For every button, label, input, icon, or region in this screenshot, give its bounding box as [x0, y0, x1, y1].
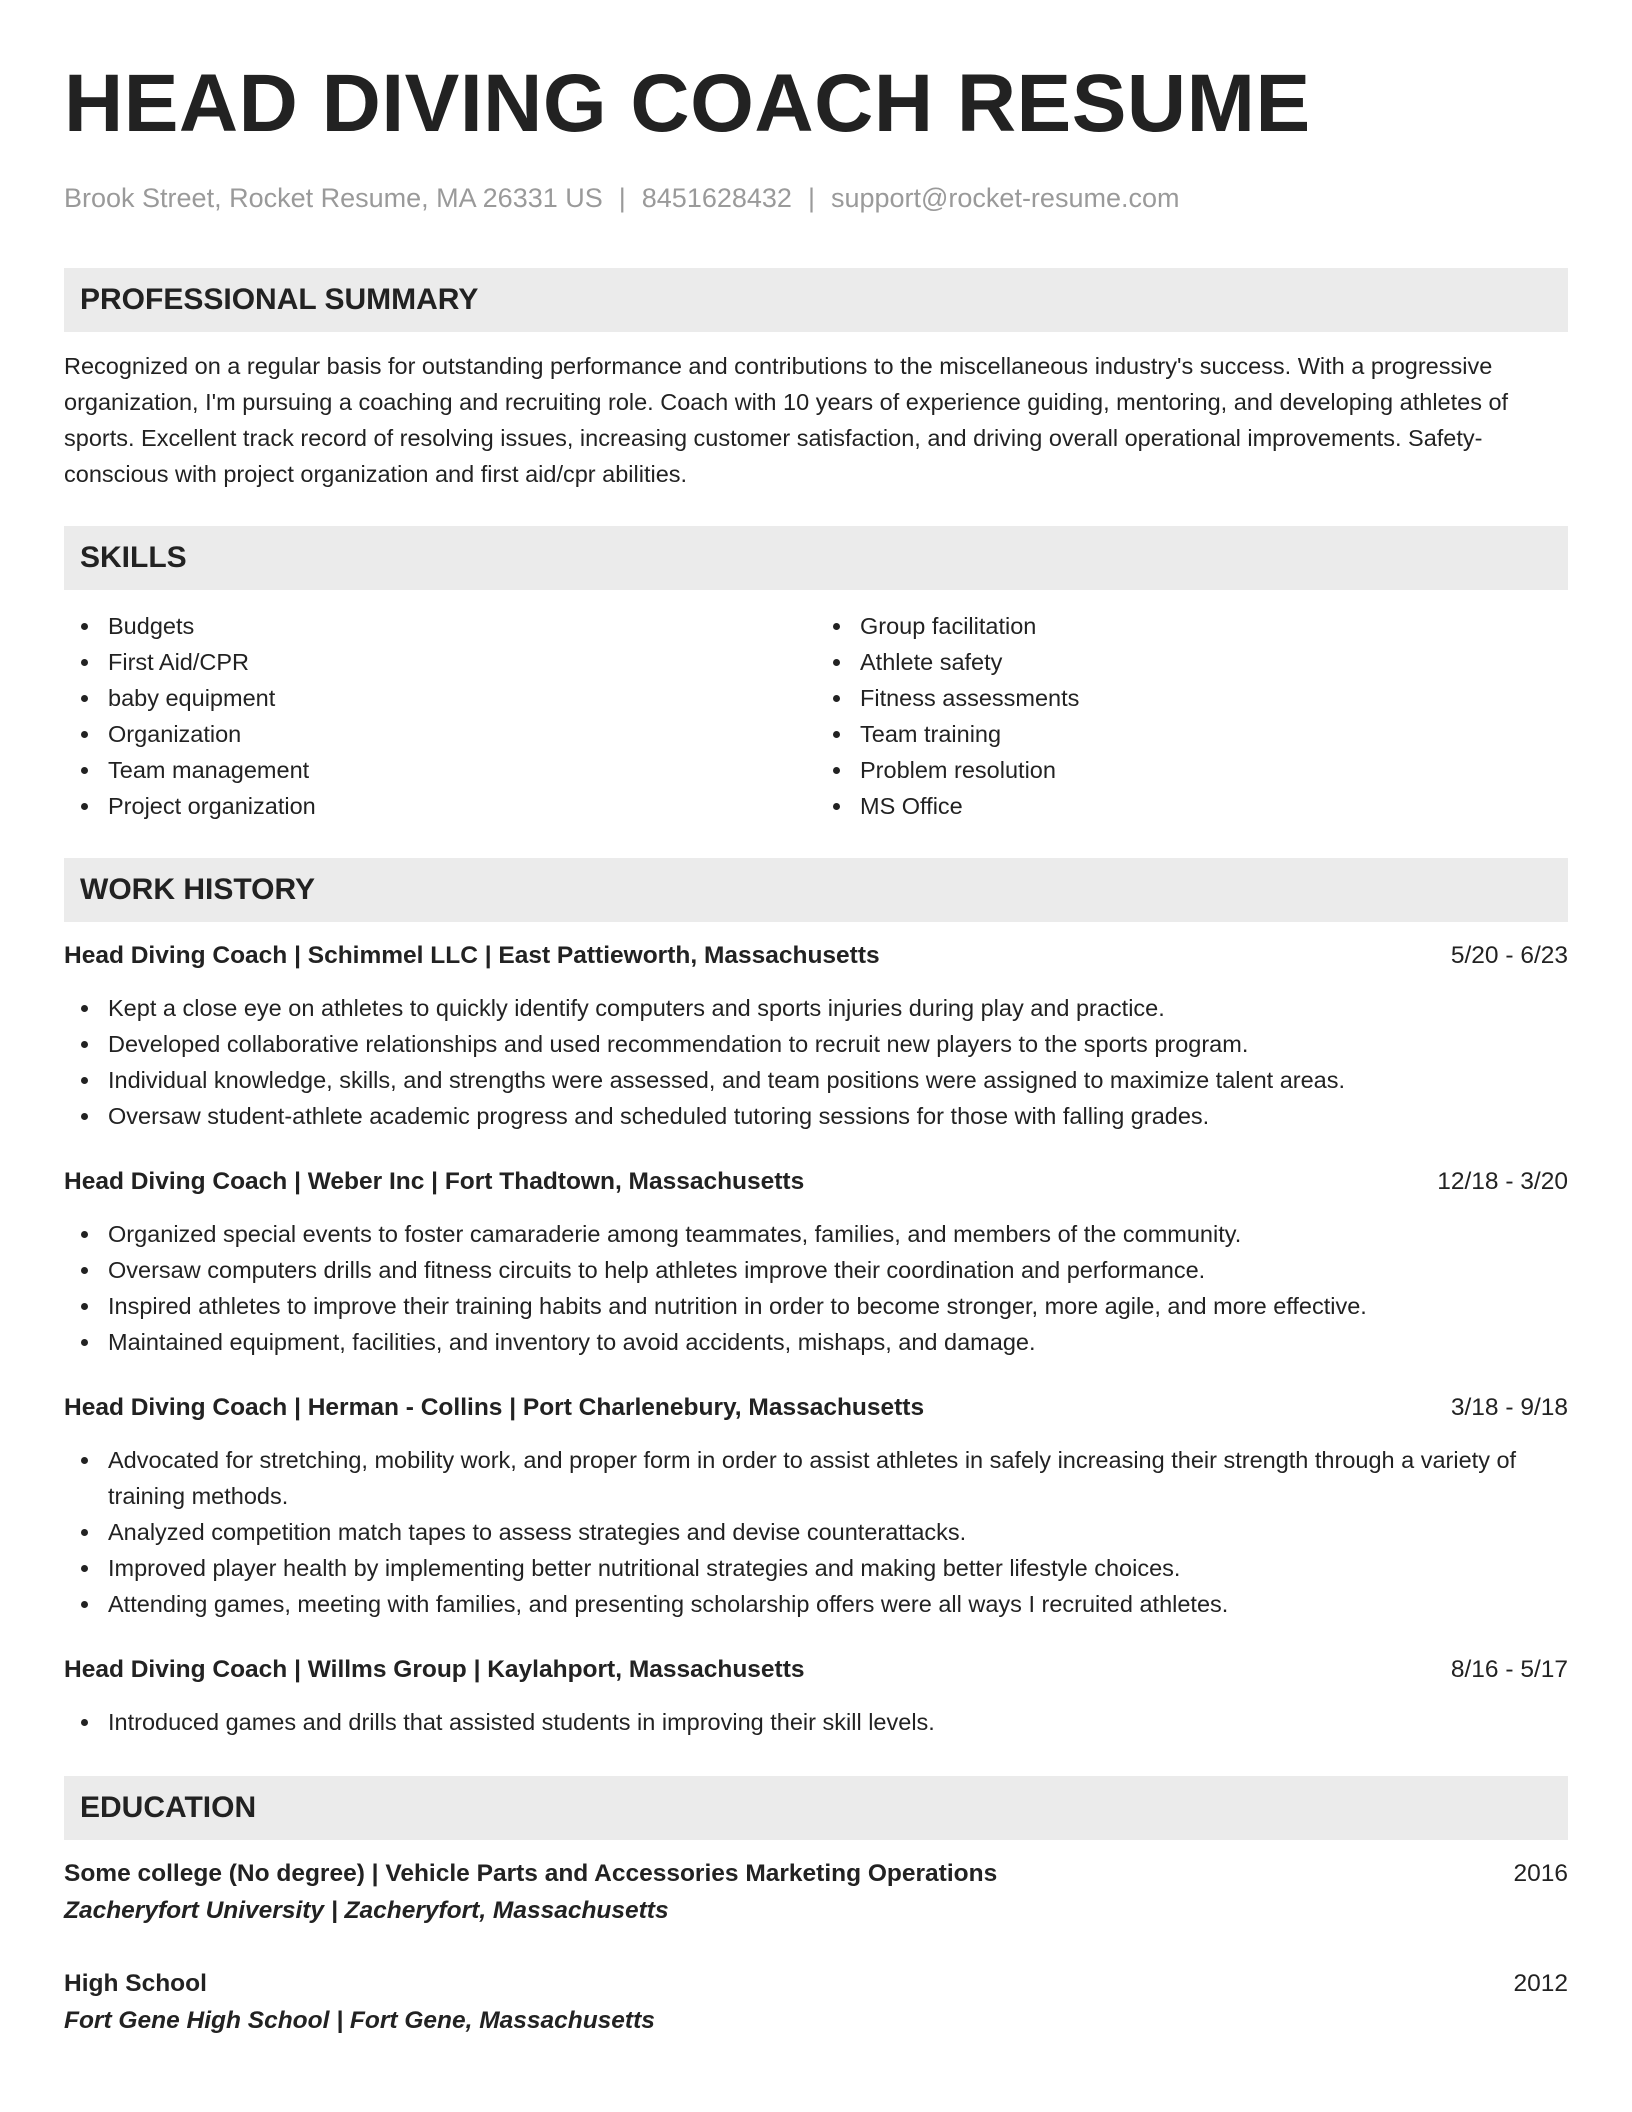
contact-address: Brook Street, Rocket Resume, MA 26331 US: [64, 183, 603, 213]
skill-item: First Aid/CPR: [64, 644, 816, 680]
job-bullet: Analyzed competition match tapes to assess strategies and devise counterattacks.: [64, 1514, 1568, 1550]
skill-item: Project organization: [64, 788, 816, 824]
skill-item: Team training: [816, 716, 1568, 752]
education-school: Fort Gene High School | Fort Gene, Massachusetts: [64, 2007, 655, 2034]
job-header: [64, 938, 1568, 974]
contact-separator: |: [618, 183, 626, 213]
job-title: Head Diving Coach | Schimmel LLC | East Pattieworth, Massachusetts: [64, 942, 880, 969]
contact-email: support@rocket-resume.com: [830, 183, 1180, 213]
education-entry: [64, 1966, 1568, 2040]
job-title: Head Diving Coach | Willms Group | Kaylahport, Massachusetts: [64, 1656, 805, 1683]
job-bullets: [64, 1216, 1568, 1360]
contact-separator: |: [807, 183, 815, 213]
job-bullets: [64, 1704, 1568, 1740]
job-bullet: Introduced games and drills that assisted students in improving their skill levels.: [64, 1704, 1568, 1740]
education-degree: High School: [64, 1970, 207, 1997]
skill-item: Organization: [64, 716, 816, 752]
job-bullet: Oversaw student-athlete academic progress and scheduled tutoring sessions for those with falling grades.: [64, 1098, 1568, 1134]
job-entry: [64, 938, 1568, 1134]
summary-text: Recognized on a regular basis for outstanding performance and contributions to the miscellaneous industry's success. With a progressive organization, I'm pursuing a coaching and recruiting role. Coach with 10 years of experience guiding, mentoring, and developing athletes of sports. Excellent track record of resolving issues, increasing customer satisfaction, and driving overall operational improvements. Safety-conscious with project organization and first aid/cpr abilities.: [64, 353, 1509, 487]
skills-column-left: [64, 608, 816, 824]
job-bullet: Advocated for stretching, mobility work, and proper form in order to assist athletes in safely increasing their strength through a variety of training methods.: [64, 1442, 1568, 1514]
job-bullets: [64, 1442, 1568, 1622]
skills-section-header: SKILLS: [64, 526, 1568, 590]
skills-grid: [64, 608, 1568, 824]
job-header: [64, 1652, 1568, 1688]
job-bullet: Attending games, meeting with families, and presenting scholarship offers were all ways I recruited athletes.: [64, 1586, 1568, 1622]
contact-line: [64, 180, 1568, 216]
skill-item: Athlete safety: [816, 644, 1568, 680]
job-dates: 5/20 - 6/23: [1450, 942, 1568, 969]
job-bullet: Kept a close eye on athletes to quickly identify computers and sports injuries during play and practice.: [64, 990, 1568, 1026]
skill-item: Fitness assessments: [816, 680, 1568, 716]
job-entry: [64, 1164, 1568, 1360]
skill-item: Problem resolution: [816, 752, 1568, 788]
education-school: Zacheryfort University | Zacheryfort, Massachusetts: [64, 1897, 669, 1924]
education-entry: [64, 1856, 1568, 1930]
job-bullet: Individual knowledge, skills, and strengths were assessed, and team positions were assigned to maximize talent areas.: [64, 1062, 1568, 1098]
skill-item: Group facilitation: [816, 608, 1568, 644]
skills-column-right: [816, 608, 1568, 824]
education-section-header: EDUCATION: [64, 1776, 1568, 1840]
education-header: [64, 1856, 1568, 1892]
job-bullet: Inspired athletes to improve their training habits and nutrition in order to become stronger, more agile, and more effective.: [64, 1288, 1568, 1324]
job-title: Head Diving Coach | Weber Inc | Fort Thadtown, Massachusetts: [64, 1168, 805, 1195]
job-bullet: Maintained equipment, facilities, and inventory to avoid accidents, mishaps, and damage.: [64, 1324, 1568, 1360]
job-bullet: Developed collaborative relationships and used recommendation to recruit new players to the sports program.: [64, 1026, 1568, 1062]
skill-item: Team management: [64, 752, 816, 788]
job-dates: 3/18 - 9/18: [1450, 1394, 1568, 1421]
job-header: [64, 1390, 1568, 1426]
job-dates: 12/18 - 3/20: [1437, 1168, 1568, 1195]
job-bullet: Oversaw computers drills and fitness circuits to help athletes improve their coordination and performance.: [64, 1252, 1568, 1288]
summary-section-header: PROFESSIONAL SUMMARY: [64, 268, 1568, 332]
job-entry: [64, 1652, 1568, 1740]
education-degree: Some college (No degree) | Vehicle Parts and Accessories Marketing Operations: [64, 1860, 998, 1887]
education-header: [64, 1966, 1568, 2002]
skill-item: baby equipment: [64, 680, 816, 716]
job-header: [64, 1164, 1568, 1200]
skill-item: MS Office: [816, 788, 1568, 824]
job-bullets: [64, 990, 1568, 1134]
education-year: 2016: [1513, 1860, 1568, 1887]
education-year: 2012: [1513, 1970, 1568, 1997]
job-title: Head Diving Coach | Herman - Collins | Port Charlenebury, Massachusetts: [64, 1394, 925, 1421]
job-bullet: Improved player health by implementing better nutritional strategies and making better lifestyle choices.: [64, 1550, 1568, 1586]
work-history-section-header: WORK HISTORY: [64, 858, 1568, 922]
job-dates: 8/16 - 5/17: [1450, 1656, 1568, 1683]
job-bullet: Organized special events to foster camaraderie among teammates, families, and members of the community.: [64, 1216, 1568, 1252]
resume-title: HEAD DIVING COACH RESUME: [64, 58, 1311, 149]
job-entry: [64, 1390, 1568, 1622]
skill-item: Budgets: [64, 608, 816, 644]
contact-phone: 8451628432: [641, 183, 792, 213]
